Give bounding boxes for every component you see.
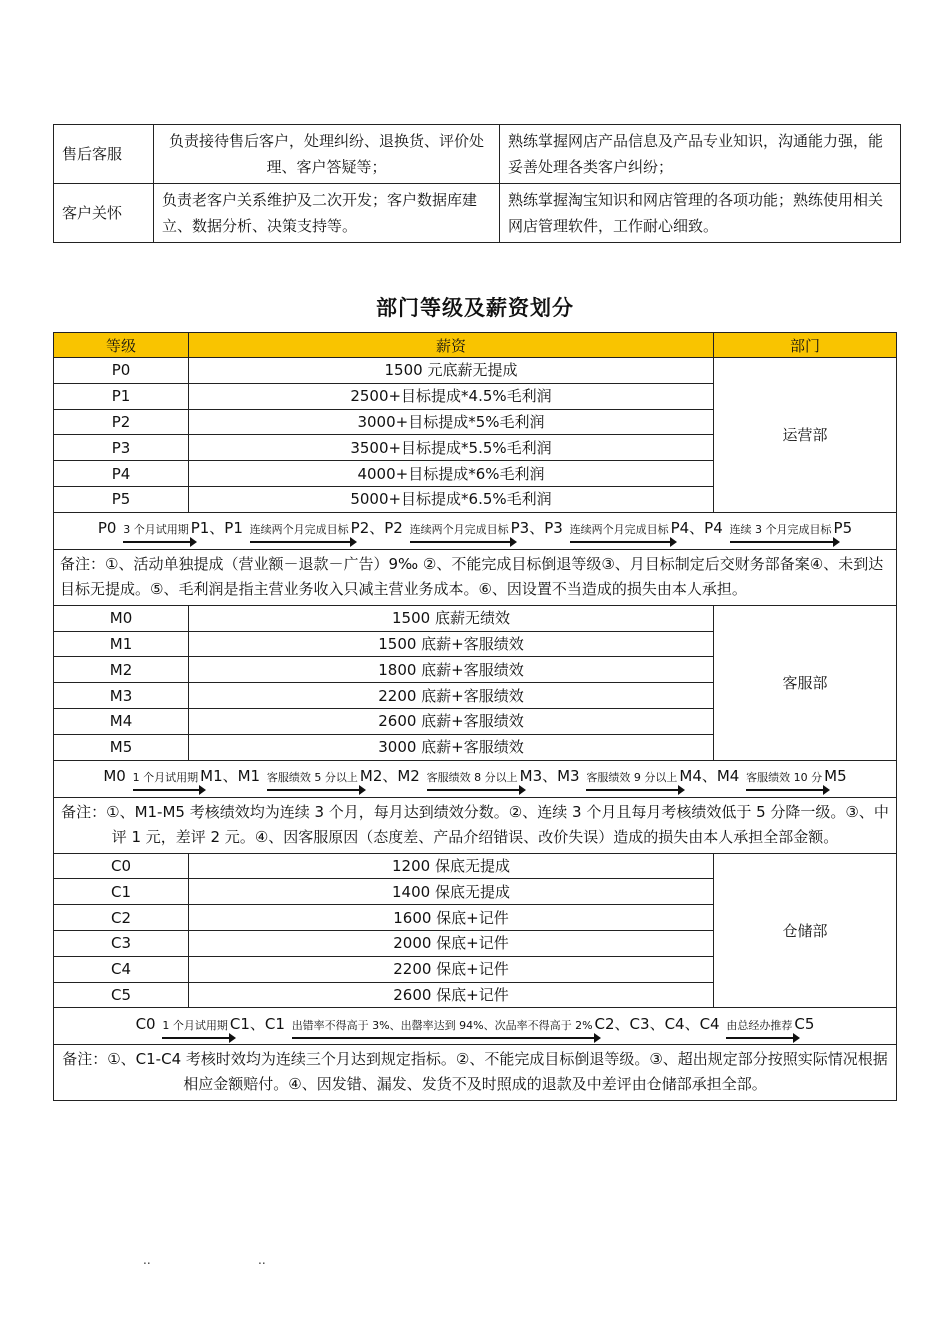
section-title: 部门等级及薪资划分 [376,296,574,320]
salary-cell: 1500 元底薪无提成 [189,358,714,384]
footer-mark: .. [143,1253,151,1267]
salary-cell: 2500+目标提成*4.5%毛利润 [189,383,714,409]
level-cell: P2 [54,409,189,435]
role-row [54,184,901,243]
dept-cell: 运营部 [714,358,897,513]
path-step-arrow: 连续两个月完成目标 [248,521,351,544]
path-level: M4、M4 [679,767,745,786]
role-duty: 负责接待售后客户，处理纠纷、退换货、评价处理、客户答疑等； [154,125,500,184]
salary-cell: 2200 底薪+客服绩效 [189,683,714,709]
salary-cell: 1200 保底无提成 [189,853,714,879]
salary-cell: 2600 保底+记件 [189,982,714,1008]
role-name: 客户关怀 [54,184,154,243]
level-cell: M4 [54,708,189,734]
level-cell: P1 [54,383,189,409]
path-step-arrow: 客服绩效 5 分以上 [265,769,360,792]
path-level: M1、M1 [200,767,265,786]
path-step-arrow: 客服绩效 9 分以上 [584,769,679,792]
level-cell: C1 [54,879,189,905]
salary-cell: 3000 底薪+客服绩效 [189,734,714,760]
path-level: P0 [97,519,122,538]
level-cell: P0 [54,358,189,384]
header-dept: 部门 [714,333,897,358]
path-step-arrow: 连续两个月完成目标 [568,521,671,544]
salary-row [54,853,897,879]
note-row [54,797,897,853]
salary-cell: 1600 保底+记件 [189,905,714,931]
promotion-row [54,760,897,797]
header-row [54,333,897,358]
role-name: 售后客服 [54,125,154,184]
salary-cell: 1400 保底无提成 [189,879,714,905]
path-step-arrow: 1 个月试用期 [131,769,201,792]
path-step-arrow: 连续两个月完成目标 [408,521,511,544]
level-cell: M1 [54,631,189,657]
salary-cell: 3000+目标提成*5%毛利润 [189,409,714,435]
salary-cell: 2000 保底+记件 [189,930,714,956]
path-level: P4、P4 [670,519,728,538]
role-row [54,125,901,184]
salary-cell: 1500 底薪无绩效 [189,605,714,631]
salary-cell: 2200 保底+记件 [189,956,714,982]
path-level: P3、P3 [510,519,568,538]
path-level: P2、P2 [350,519,408,538]
path-level: C1、C1 [229,1014,290,1033]
level-cell: C0 [54,853,189,879]
operations-group [54,358,897,606]
level-cell: M5 [54,734,189,760]
note-text: 备注：①、M1-M5 考核绩效均为连续 3 个月，每月达到绩效分数。②、连续 3 个月且每月考核绩效低于 5 分降一级。③、中评 1 元，差评 2 元。④、因客服原因（态度差、产品介绍错误、改价失误）造成的损失由本人承担全部金额。 [54,797,897,853]
salary-cell: 1500 底薪+客服绩效 [189,631,714,657]
path-level: C2、C3、C4、C4 [594,1014,725,1033]
level-cell: M3 [54,683,189,709]
salary-cell: 1800 底薪+客服绩效 [189,657,714,683]
footer-mark: .. [258,1253,266,1267]
dept-cell: 仓储部 [714,853,897,1008]
path-step-arrow: 客服绩效 10 分 [744,769,824,792]
path-level: C5 [794,1014,815,1033]
path-step-arrow: 出错率不得高于 3%、出罄率达到 94%、次品率不得高于 2% [290,1017,595,1040]
path-step-arrow: 1 个月试用期 [160,1017,230,1040]
header-level: 等级 [54,333,189,358]
warehouse-group [54,853,897,1101]
salary-cell: 4000+目标提成*6%毛利润 [189,461,714,487]
role-duty: 负责老客户关系维护及二次开发；客户数据库建立、数据分析、决策支持等。 [154,184,500,243]
promotion-path [54,760,897,797]
path-level: P1、P1 [190,519,248,538]
note-text: 备注：①、C1-C4 考核时效均为连续三个月达到规定指标。②、不能完成目标倒退等级。③、超出规定部分按照实际情况根据相应金额赔付。④、因发错、漏发、发货不及时照成的退款及中差评由仓储部承担全部。 [54,1045,897,1101]
promotion-row [54,512,897,549]
promotion-path [54,1008,897,1045]
role-requirement: 熟练掌握网店产品信息及产品专业知识，沟通能力强，能妥善处理各类客户纠纷； [500,125,901,184]
note-row [54,1045,897,1101]
salary-cell: 3500+目标提成*5.5%毛利润 [189,435,714,461]
path-level: M0 [103,767,131,786]
note-row [54,549,897,605]
promotion-row [54,1008,897,1045]
level-cell: C3 [54,930,189,956]
header-salary: 薪资 [189,333,714,358]
level-cell: C2 [54,905,189,931]
level-cell: M0 [54,605,189,631]
level-cell: P5 [54,486,189,512]
path-level: M5 [824,767,847,786]
path-level: C0 [135,1014,161,1033]
level-cell: P4 [54,461,189,487]
path-level: P5 [833,519,853,538]
level-cell: P3 [54,435,189,461]
path-step-arrow: 客服绩效 8 分以上 [425,769,520,792]
promotion-path [54,512,897,549]
salary-cell: 5000+目标提成*6.5%毛利润 [189,486,714,512]
salary-row [54,358,897,384]
path-step-arrow: 连续 3 个月完成目标 [728,521,834,544]
salary-table [53,332,897,1101]
note-text: 备注：①、活动单独提成（营业额－退款－广告）9‰ ②、不能完成目标倒退等级③、月目标制定后交财务部备案④、未到达目标无提成。⑤、毛利润是指主营业务收入只减主营业务成本。⑥、因设置不当造成的损失由本人承担。 [54,549,897,605]
level-cell: M2 [54,657,189,683]
path-step-arrow: 3 个月试用期 [121,521,191,544]
path-level: M3、M3 [519,767,585,786]
salary-row [54,605,897,631]
role-table [53,124,901,243]
role-requirement: 熟练掌握淘宝知识和网店管理的各项功能；熟练使用相关网店管理软件，工作耐心细致。 [500,184,901,243]
path-level: M2、M2 [359,767,425,786]
path-step-arrow: 由总经办推荐 [724,1017,794,1040]
service-group [54,605,897,853]
salary-cell: 2600 底薪+客服绩效 [189,708,714,734]
dept-cell: 客服部 [714,605,897,760]
level-cell: C4 [54,956,189,982]
level-cell: C5 [54,982,189,1008]
